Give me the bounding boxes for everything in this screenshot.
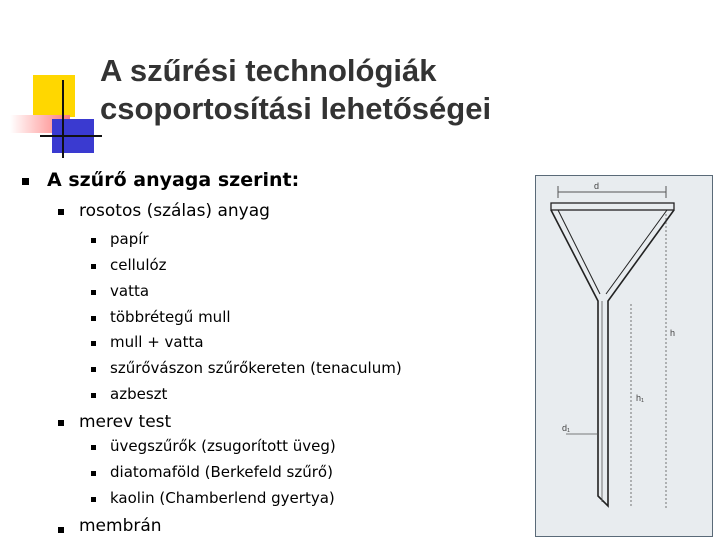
list-item: üvegszűrők (zsugorított üveg) [110,437,336,455]
group-label: merev test [79,412,172,432]
list-item: papír [110,230,149,248]
list-item: azbeszt [110,385,168,403]
bullet-l1 [22,178,29,185]
list-item: cellulóz [110,256,167,274]
bullet-l3 [91,367,96,372]
funnel-diagram [535,175,713,537]
label-d: d [594,181,600,191]
funnel-cone [551,210,674,506]
bullet-l3 [91,341,96,346]
deco-vertical-line [62,80,64,158]
bullet-l3 [91,471,96,476]
group-label: rosotos (szálas) anyag [79,201,270,221]
list-item: vatta [110,282,150,300]
bullet-l3 [91,316,96,321]
bullet-l2 [58,420,64,426]
label-d1: d₁ [562,423,571,433]
bullet-l2 [58,209,64,215]
funnel-inner [558,210,667,294]
list-item: többrétegű mull [110,308,231,326]
list-item: kaolin (Chamberlend gyertya) [110,489,335,507]
list-item: szűrővászon szűrőkereten (tenaculum) [110,359,402,377]
title-line-1: A szűrési technológiák [100,53,437,88]
bullet-l3 [91,497,96,502]
title-line-2: csoportosítási lehetőségei [100,91,492,126]
bullet-l3 [91,393,96,398]
bullet-l3 [91,264,96,269]
list-item: mull + vatta [110,333,204,351]
funnel-rim [551,203,674,210]
label-h: h [670,328,676,338]
bullet-l3 [91,445,96,450]
heading-text: A szűrő anyaga szerint: [47,169,300,191]
funnel-drawing [536,176,714,538]
group-label: membrán [79,516,162,536]
bullet-l3 [91,290,96,295]
deco-yellow-square [33,75,75,117]
deco-horizontal-line [40,135,102,137]
list-item: diatomaföld (Berkefeld szűrő) [110,463,333,481]
page-title [100,52,491,128]
bullet-l2 [58,527,64,533]
bullet-l3 [91,238,96,243]
label-h1: h₁ [636,393,645,403]
